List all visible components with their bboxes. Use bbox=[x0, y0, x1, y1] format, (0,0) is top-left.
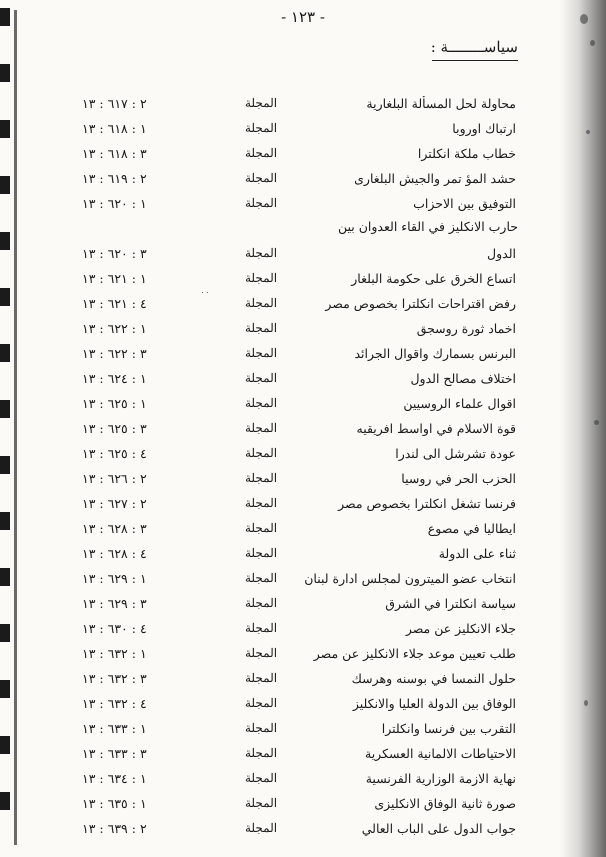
index-entry bbox=[0, 146, 606, 170]
entry-reference: ١ : ٦٢٥ : ١٣ bbox=[82, 396, 147, 411]
entry-topic: اقوال علماء الروسيين bbox=[403, 396, 516, 411]
entry-reference: ٤ : ٦٣٠ : ١٣ bbox=[82, 621, 147, 636]
entry-topic: اخماد ثورة روسجق bbox=[416, 321, 516, 336]
entry-source: المجلة bbox=[245, 696, 278, 710]
index-entry bbox=[0, 571, 606, 595]
entry-source: المجلة bbox=[245, 671, 278, 685]
entry-source: المجلة bbox=[245, 721, 278, 735]
entry-reference: ٤ : ٦٣٢ : ١٣ bbox=[82, 696, 147, 711]
entry-reference: ١ : ٦٣٣ : ١٣ bbox=[82, 721, 147, 736]
entry-reference: ١ : ٦٣٢ : ١٣ bbox=[82, 646, 147, 661]
entry-source: المجلة bbox=[245, 496, 278, 510]
entry-topic: جواب الدول على الباب العالي bbox=[361, 821, 516, 836]
entry-source: المجلة bbox=[245, 371, 278, 385]
page-number: - ١٢٣ - bbox=[281, 8, 325, 26]
entry-topic: حلول النمسا في بوسنه وهرسك bbox=[351, 671, 516, 686]
entry-reference: ٢ : ٦١٩ : ١٣ bbox=[82, 171, 147, 186]
entry-topic: طلب تعيين موعد جلاء الانكليز عن مصر bbox=[313, 646, 516, 661]
index-entry bbox=[0, 346, 606, 370]
entry-source: المجلة bbox=[245, 596, 278, 610]
index-entry bbox=[0, 496, 606, 520]
entry-topic: الاحتياطات الالمانية العسكرية bbox=[365, 746, 516, 761]
index-entry bbox=[0, 721, 606, 745]
index-entry bbox=[0, 321, 606, 345]
entry-topic: الحزب الحر في روسيا bbox=[401, 471, 516, 486]
entry-topic: محاولة لحل المسألة البلغارية bbox=[366, 96, 516, 111]
index-entry bbox=[0, 371, 606, 395]
entry-source: المجلة bbox=[245, 321, 278, 335]
entry-topic: التوفيق بين الاحزاب bbox=[413, 196, 516, 211]
index-entry bbox=[0, 96, 606, 120]
index-entry bbox=[0, 771, 606, 795]
index-entry bbox=[0, 246, 606, 270]
index-entry bbox=[0, 446, 606, 470]
entry-topic: حشد المؤ تمر والجيش البلغارى bbox=[354, 171, 516, 186]
index-entry bbox=[0, 596, 606, 620]
entry-source: المجلة bbox=[245, 346, 278, 360]
entry-source: المجلة bbox=[245, 446, 278, 460]
entry-reference: ٣ : ٦١٨ : ١٣ bbox=[82, 146, 147, 161]
binding-mark bbox=[0, 64, 10, 82]
entry-topic: التقرب بين فرنسا وانكلترا bbox=[381, 721, 516, 736]
entry-reference: ١ : ٦٢٤ : ١٣ bbox=[82, 371, 147, 386]
entry-reference: ١ : ٦٢٩ : ١٣ bbox=[82, 571, 147, 586]
entry-topic: صورة ثانية الوفاق الانكليزى bbox=[374, 796, 516, 811]
entry-source: المجلة bbox=[245, 471, 278, 485]
entry-source: المجلة bbox=[245, 546, 278, 560]
index-entry bbox=[0, 521, 606, 545]
entry-source: المجلة bbox=[245, 146, 278, 160]
entry-reference: ٣ : ٦٢٩ : ١٣ bbox=[82, 596, 147, 611]
index-entry bbox=[0, 396, 606, 420]
entry-reference: ٣ : ٦٢٢ : ١٣ bbox=[82, 346, 147, 361]
entry-topic: اختلاف مصالح الدول bbox=[410, 371, 516, 386]
stray-mark: ٠٠ bbox=[200, 288, 210, 298]
entry-topic: الوفاق بين الدولة العليا والانكليز bbox=[352, 696, 516, 711]
index-entry bbox=[0, 546, 606, 570]
entry-reference: ٢ : ٦٢٧ : ١٣ bbox=[82, 496, 147, 511]
entry-source: المجلة bbox=[245, 196, 278, 210]
entry-reference: ٣ : ٦٢٨ : ١٣ bbox=[82, 521, 147, 536]
index-entry bbox=[0, 421, 606, 445]
entry-reference: ٣ : ٦٣٢ : ١٣ bbox=[82, 671, 147, 686]
entry-source: المجلة bbox=[245, 396, 278, 410]
entry-topic: نهاية الازمة الوزارية الفرنسية bbox=[365, 771, 516, 786]
entry-topic: الدول bbox=[487, 246, 516, 261]
entry-source: المجلة bbox=[245, 746, 278, 760]
index-entry bbox=[0, 296, 606, 320]
entry-source: المجلة bbox=[245, 646, 278, 660]
index-entry bbox=[0, 196, 606, 220]
scan-speck bbox=[590, 40, 595, 46]
entry-source: المجلة bbox=[245, 246, 278, 260]
entry-source: المجلة bbox=[245, 821, 278, 835]
index-entry bbox=[0, 821, 606, 845]
section-heading: سياســــــــة : bbox=[430, 38, 518, 56]
index-entry bbox=[0, 121, 606, 145]
entry-source: المجلة bbox=[245, 571, 278, 585]
entry-reference: ٤ : ٦٢٨ : ١٣ bbox=[82, 546, 147, 561]
entry-reference: ١ : ٦٣٥ : ١٣ bbox=[82, 796, 147, 811]
entry-topic: رفض اقتراحات انكلترا بخصوص مصر bbox=[325, 296, 516, 311]
entry-reference: ٣ : ٦٣٣ : ١٣ bbox=[82, 746, 147, 761]
wrapped-topic-line: حارب الانكليز في القاء العدوان بين bbox=[337, 219, 518, 234]
entry-reference: ١ : ٦١٨ : ١٣ bbox=[82, 121, 147, 136]
entry-source: المجلة bbox=[245, 121, 278, 135]
entry-topic: قوة الاسلام في اواسط افريقيه bbox=[356, 421, 516, 436]
entry-reference: ٤ : ٦٢٥ : ١٣ bbox=[82, 446, 147, 461]
entry-source: المجلة bbox=[245, 171, 278, 185]
entry-reference: ١ : ٦٢٠ : ١٣ bbox=[82, 196, 147, 211]
entry-topic: اتساع الخرق على حكومة البلغار bbox=[351, 271, 516, 286]
index-entry bbox=[0, 796, 606, 820]
entry-reference: ٢ : ٦٢٦ : ١٣ bbox=[82, 471, 147, 486]
entry-reference: ٢ : ٦١٧ : ١٣ bbox=[82, 96, 147, 111]
heading-underline bbox=[432, 60, 518, 61]
index-entry bbox=[0, 271, 606, 295]
index-entry bbox=[0, 646, 606, 670]
index-entry bbox=[0, 671, 606, 695]
entry-reference: ١ : ٦٢٢ : ١٣ bbox=[82, 321, 147, 336]
entry-topic: جلاء الانكليز عن مصر bbox=[405, 621, 516, 636]
entry-topic: ارتباك اوروبا bbox=[452, 121, 516, 136]
entry-topic: ايطاليا في مصوع bbox=[427, 521, 516, 536]
entry-reference: ٣ : ٦٢٠ : ١٣ bbox=[82, 246, 147, 261]
entry-reference: ١ : ٦٣٤ : ١٣ bbox=[82, 771, 147, 786]
index-entry bbox=[0, 171, 606, 195]
entry-topic: سياسة انكلترا في الشرق bbox=[385, 596, 516, 611]
entry-source: المجلة bbox=[245, 296, 278, 310]
entry-topic: ثناء على الدولة bbox=[438, 546, 516, 561]
entry-topic: البرنس بسمارك واقوال الجرائد bbox=[354, 346, 516, 361]
entry-topic: خطاب ملكة انكلترا bbox=[417, 146, 516, 161]
entry-source: المجلة bbox=[245, 796, 278, 810]
entry-reference: ٢ : ٦٣٩ : ١٣ bbox=[82, 821, 147, 836]
entry-reference: ٣ : ٦٢٥ : ١٣ bbox=[82, 421, 147, 436]
entry-topic: فرنسا تشغل انكلترا بخصوص مصر bbox=[338, 496, 516, 511]
index-entry bbox=[0, 471, 606, 495]
entry-reference: ٤ : ٦٢١ : ١٣ bbox=[82, 296, 147, 311]
entry-source: المجلة bbox=[245, 271, 278, 285]
entry-source: المجلة bbox=[245, 521, 278, 535]
entry-reference: ١ : ٦٢١ : ١٣ bbox=[82, 271, 147, 286]
entry-source: المجلة bbox=[245, 96, 278, 110]
index-entry bbox=[0, 696, 606, 720]
entry-topic: انتخاب عضو الميترون لمجلس ادارة لبنان bbox=[304, 571, 516, 586]
entry-topic: عودة تشرشل الى لندرا bbox=[395, 446, 516, 461]
index-entry bbox=[0, 746, 606, 770]
entry-source: المجلة bbox=[245, 771, 278, 785]
entry-source: المجلة bbox=[245, 421, 278, 435]
entry-source: المجلة bbox=[245, 621, 278, 635]
index-entry bbox=[0, 621, 606, 645]
